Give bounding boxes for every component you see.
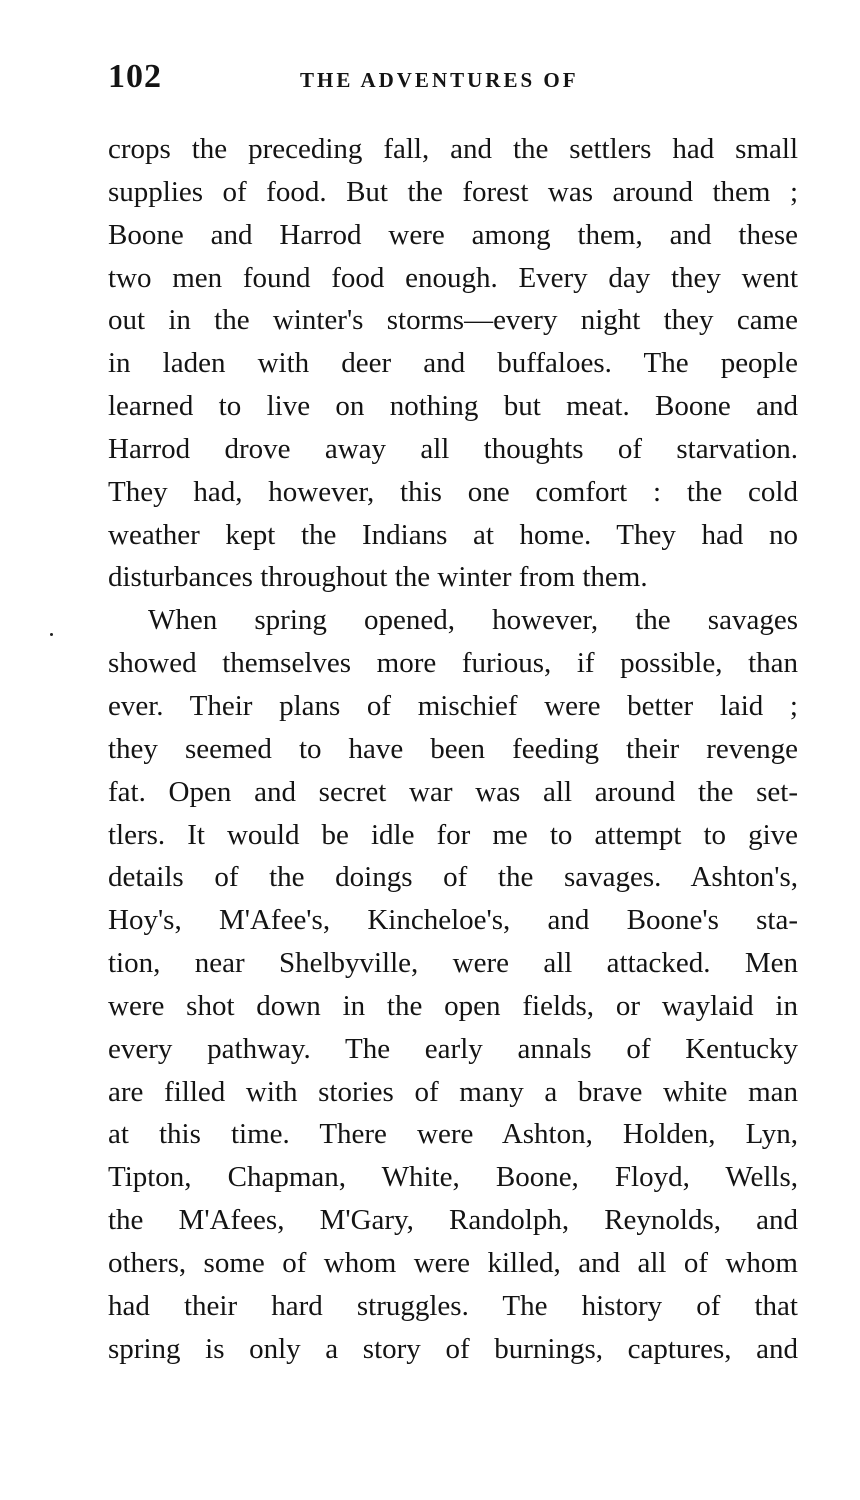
page-number: 102 — [108, 58, 162, 95]
text-line: the M'Afees, M'Gary, Randolph, Reynolds, and — [108, 1204, 798, 1237]
text-line: had their hard struggles. The history of that — [108, 1289, 798, 1322]
text-line-paragraph-start: When spring opened, however, the savages — [148, 604, 798, 637]
text-line: spring is only a story of burnings, captures, and — [108, 1332, 798, 1365]
text-line: weather kept the Indians at home. They had no — [108, 518, 798, 551]
body-text — [108, 128, 798, 1370]
stray-ink-mark — [50, 633, 53, 636]
text-line: tion, near Shelbyville, were all attacked. Men — [108, 947, 798, 980]
text-line: crops the preceding fall, and the settlers had small — [108, 133, 798, 165]
text-line: tlers. It would be idle for me to attempt to give — [108, 818, 798, 851]
text-line: Tipton, Chapman, White, Boone, Floyd, Wells, — [108, 1161, 798, 1194]
text-line: details of the doings of the savages. Ashton's, — [108, 861, 798, 894]
text-line-paragraph-end: disturbances throughout the winter from them. — [108, 561, 648, 594]
running-head: THE ADVENTURES OF — [300, 68, 579, 92]
text-line: showed themselves more furious, if possible, than — [108, 647, 798, 680]
text-line: two men found food enough. Every day they went — [108, 261, 798, 294]
text-line: were shot down in the open fields, or waylaid in — [108, 989, 798, 1022]
text-line: out in the winter's storms—every night they came — [108, 304, 798, 337]
text-line: learned to live on nothing but meat. Boone and — [108, 390, 798, 423]
text-line: every pathway. The early annals of Kentucky — [108, 1032, 798, 1065]
text-line: at this time. There were Ashton, Holden, Lyn, — [108, 1118, 798, 1151]
text-line: are filled with stories of many a brave white man — [108, 1075, 798, 1108]
text-line: they seemed to have been feeding their revenge — [108, 732, 798, 765]
text-line: in laden with deer and buffaloes. The people — [108, 347, 798, 380]
text-line: Harrod drove away all thoughts of starvation. — [108, 432, 798, 465]
text-line: others, some of whom were killed, and all of whom — [108, 1246, 798, 1279]
page-header — [108, 58, 798, 104]
text-line: supplies of food. But the forest was around them ; — [108, 175, 798, 208]
text-line: fat. Open and secret war was all around the set- — [108, 775, 798, 808]
text-line: ever. Their plans of mischief were better laid ; — [108, 689, 798, 722]
text-line: They had, however, this one comfort : the cold — [108, 475, 798, 508]
text-line: Hoy's, M'Afee's, Kincheloe's, and Boone's sta- — [108, 904, 798, 937]
text-line: Boone and Harrod were among them, and these — [108, 218, 798, 251]
